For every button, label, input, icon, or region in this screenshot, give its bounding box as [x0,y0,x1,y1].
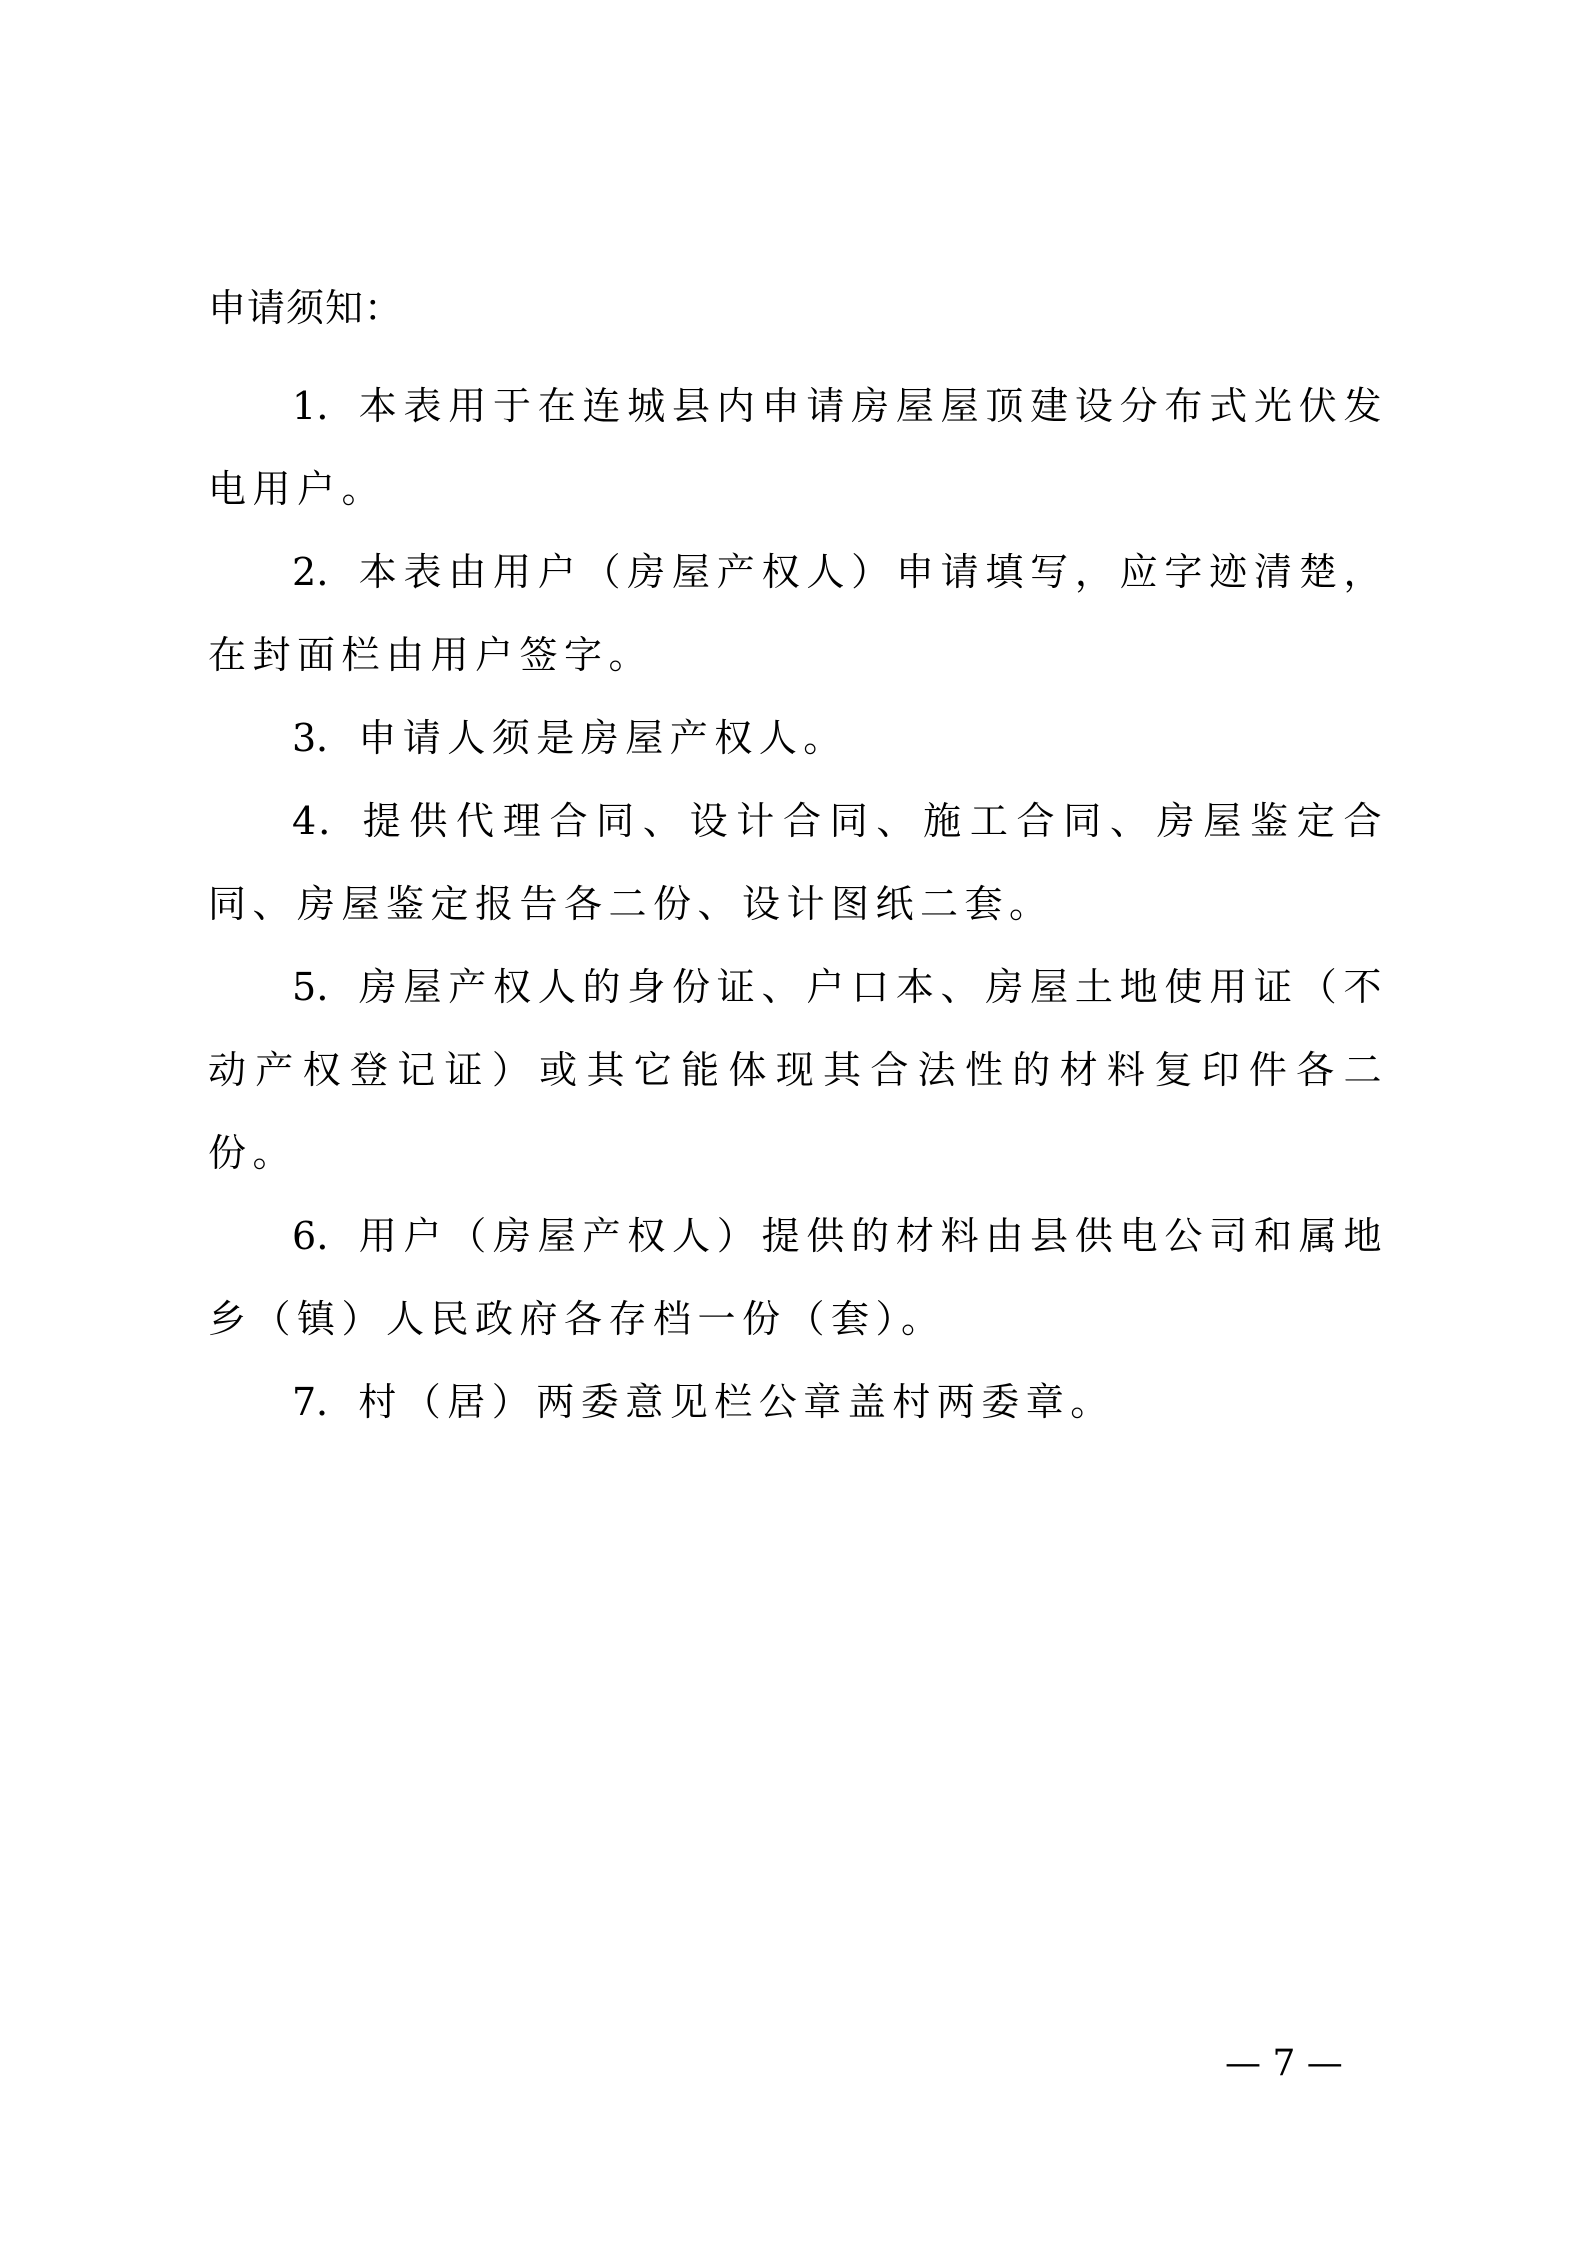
item-number: 2． [292,550,355,594]
notice-item-6 [208,1195,1388,1361]
item-number: 5． [292,965,355,1009]
notice-list [208,365,1388,1444]
notice-item-1 [208,365,1388,531]
notice-item-7 [208,1361,1388,1444]
item-text: 本表用于在连城县内申请房屋屋顶建设分布式光伏发电用户。 [208,384,1388,511]
item-number: 6． [292,1214,355,1258]
item-text: 提供代理合同、设计合同、施工合同、房屋鉴定合同、房屋鉴定报告各二份、设计图纸二套。 [208,799,1388,926]
page-number: — 7 — [1225,2043,1343,2084]
item-number: 1． [292,384,355,428]
notice-item-4 [208,780,1388,946]
notice-item-2 [208,531,1388,697]
item-text: 本表由用户（房屋产权人）申请填写，应字迹清楚，在封面栏由用户签字。 [208,550,1388,677]
item-text: 房屋产权人的身份证、户口本、房屋土地使用证（不动产权登记证）或其它能体现其合法性的材料复印件各二份。 [208,965,1388,1175]
notice-item-3 [208,697,1388,780]
item-number: 4． [292,799,359,843]
item-number: 3． [292,716,355,760]
notice-heading: 申请须知： [208,286,404,330]
item-text: 用户（房屋产权人）提供的材料由县供电公司和属地乡（镇）人民政府各存档一份（套）。 [208,1214,1388,1341]
item-text: 申请人须是房屋产权人。 [358,716,848,760]
notice-item-5 [208,946,1388,1195]
item-number: 7． [292,1380,355,1424]
item-text: 村（居）两委意见栏公章盖村两委章。 [358,1380,1115,1424]
